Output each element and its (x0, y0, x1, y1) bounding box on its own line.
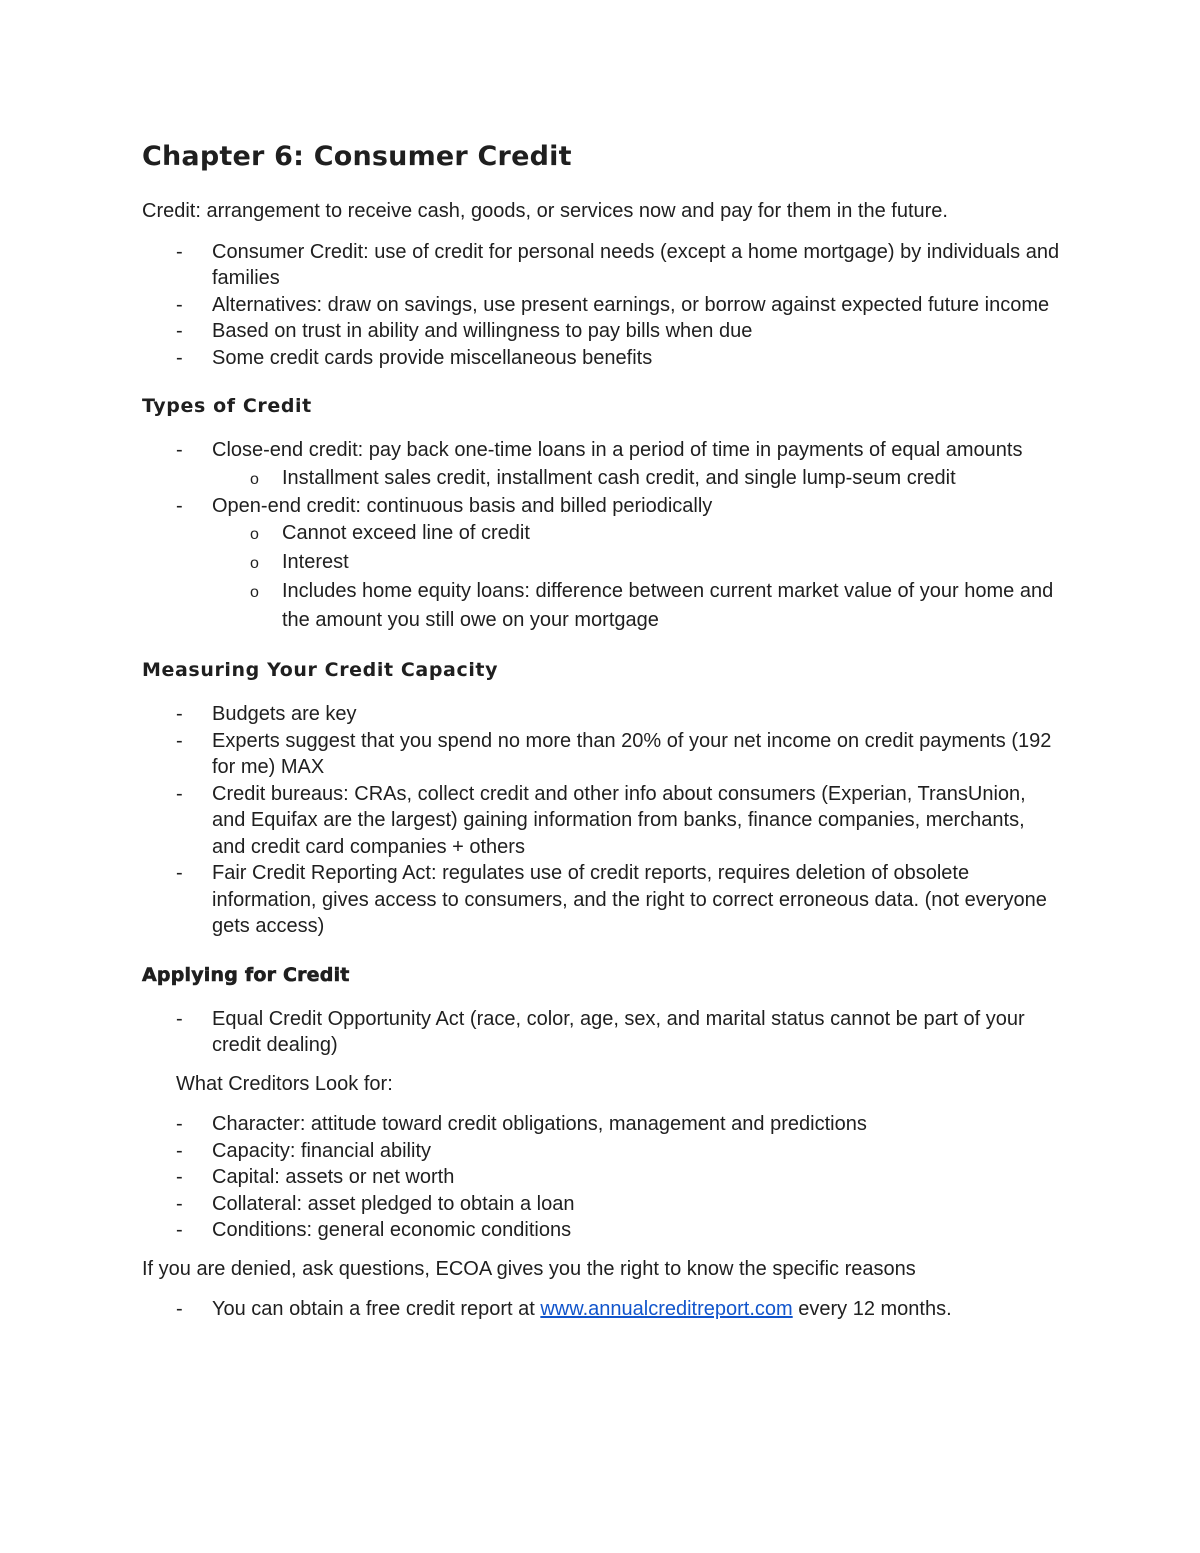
report-prefix-text: You can obtain a free credit report at (212, 1298, 541, 1320)
list-item-text: Based on trust in ability and willingness to pay bills when due (212, 320, 753, 342)
dash-marker: - (176, 1139, 183, 1162)
list-item-text: Capital: assets or net worth (212, 1166, 455, 1188)
list-item (142, 493, 1062, 636)
list-item (142, 701, 1062, 728)
list-item-text: Conditions: general economic conditions (212, 1219, 572, 1241)
list-item (142, 1006, 1062, 1059)
list-item-text: Some credit cards provide miscellaneous benefits (212, 346, 653, 369)
list-item (142, 318, 1062, 345)
list-item (142, 1296, 1062, 1323)
list-item (142, 728, 1062, 781)
dash-marker: - (176, 439, 183, 461)
circle-marker: o (250, 470, 259, 488)
denied-paragraph: If you are denied, ask questions, ECOA gives you the right to know the specific reasons (142, 1257, 916, 1280)
dash-marker: - (176, 703, 183, 725)
sub-list-item (142, 464, 1062, 493)
page-title: Chapter 6: Consumer Credit (142, 141, 572, 172)
circle-marker: o (250, 584, 259, 601)
types-list (142, 437, 1062, 635)
section-heading-types: Types of Credit (142, 395, 312, 417)
circle-marker: o (250, 555, 259, 572)
dash-marker: - (176, 320, 183, 342)
dash-marker: - (176, 293, 183, 316)
list-item-text: Equal Credit Opportunity Act (race, color, age, sex, and marital status cannot be part of your credit dealing) (212, 1007, 1025, 1056)
dash-marker: - (176, 240, 183, 263)
list-item-text: Budgets are key (212, 703, 357, 725)
dash-marker: - (176, 782, 183, 805)
report-suffix-text: every 12 months. (792, 1298, 952, 1320)
circle-marker: o (250, 526, 259, 543)
list-item-text: Character: attitude toward credit obligations, management and predictions (212, 1113, 867, 1135)
document-page (142, 140, 1062, 1335)
list-item-text: Open-end credit: continuous basis and billed periodically (212, 494, 713, 517)
list-item (142, 781, 1062, 861)
dash-marker: - (176, 1113, 183, 1135)
list-item (142, 292, 1062, 319)
sub-list-item-text: Includes home equity loans: difference between current market value of your home and the amount you still owe on your mortgage (282, 580, 1054, 631)
sub-list-item-text: Interest (282, 551, 349, 573)
sub-list-item (142, 519, 1062, 548)
applying-list (142, 1006, 1062, 1059)
list-item-text: Close-end credit: pay back one-time loans in a period of time in payments of equal amounts (212, 439, 1023, 461)
sub-list-item (142, 577, 1062, 635)
section-heading-measuring: Measuring Your Credit Capacity (142, 659, 499, 681)
measuring-list (142, 701, 1062, 940)
list-item-text: Alternatives: draw on savings, use present earnings, or borrow against expected future income (212, 293, 1050, 316)
list-item-text: Fair Credit Reporting Act: regulates use of credit reports, requires deletion of obsolete information, gives access to consumers, and the right to correct erroneous data. (not everyone gets access) (212, 862, 1047, 937)
list-item (142, 860, 1062, 940)
list-item-text: Credit bureaus: CRAs, collect credit and other info about consumers (Experian, TransUnion, and Equifax are the largest) gaining information from banks, finance companies, merchants, and credit card companies + others (212, 782, 1026, 858)
dash-marker: - (176, 346, 183, 369)
sub-list (212, 464, 1062, 493)
dash-marker: - (176, 1298, 183, 1320)
dash-marker: - (176, 1007, 183, 1030)
list-item-text: Consumer Credit: use of credit for personal needs (except a home mortgage) by individuals and families (212, 240, 1060, 289)
sub-list (212, 519, 1062, 635)
list-item (142, 1138, 1062, 1165)
dash-marker: - (176, 1166, 183, 1188)
dash-marker: - (176, 494, 183, 517)
list-item (142, 1111, 1062, 1138)
section-heading-applying: Applying for Credit (142, 963, 350, 986)
creditors-look-for-label: What Creditors Look for: (176, 1072, 393, 1095)
list-item (142, 1164, 1062, 1191)
sub-list-item-text: Cannot exceed line of credit (282, 522, 530, 544)
intro-list (142, 239, 1062, 372)
list-item-text: Experts suggest that you spend no more than 20% of your net income on credit payments (192 for me) MAX (212, 729, 1052, 778)
list-item (142, 239, 1062, 292)
dash-marker: - (176, 1219, 183, 1241)
list-item (142, 345, 1062, 372)
annual-credit-report-link[interactable]: www.annualcreditreport.com (540, 1298, 793, 1320)
dash-marker: - (176, 862, 183, 884)
list-item (142, 1217, 1062, 1244)
sub-list-item-text: Installment sales credit, installment cash credit, and single lump-seum credit (282, 466, 956, 489)
report-list (142, 1296, 1062, 1323)
list-item (142, 437, 1062, 493)
dash-marker: - (176, 1192, 183, 1215)
dash-marker: - (176, 729, 183, 752)
list-item-text: Capacity: financial ability (212, 1139, 431, 1162)
intro-paragraph: Credit: arrangement to receive cash, goods, or services now and pay for them in the future. (142, 200, 948, 222)
creditors-list (142, 1111, 1062, 1244)
list-item (142, 1191, 1062, 1218)
sub-list-item (142, 548, 1062, 577)
list-item-text: Collateral: asset pledged to obtain a loan (212, 1192, 575, 1215)
